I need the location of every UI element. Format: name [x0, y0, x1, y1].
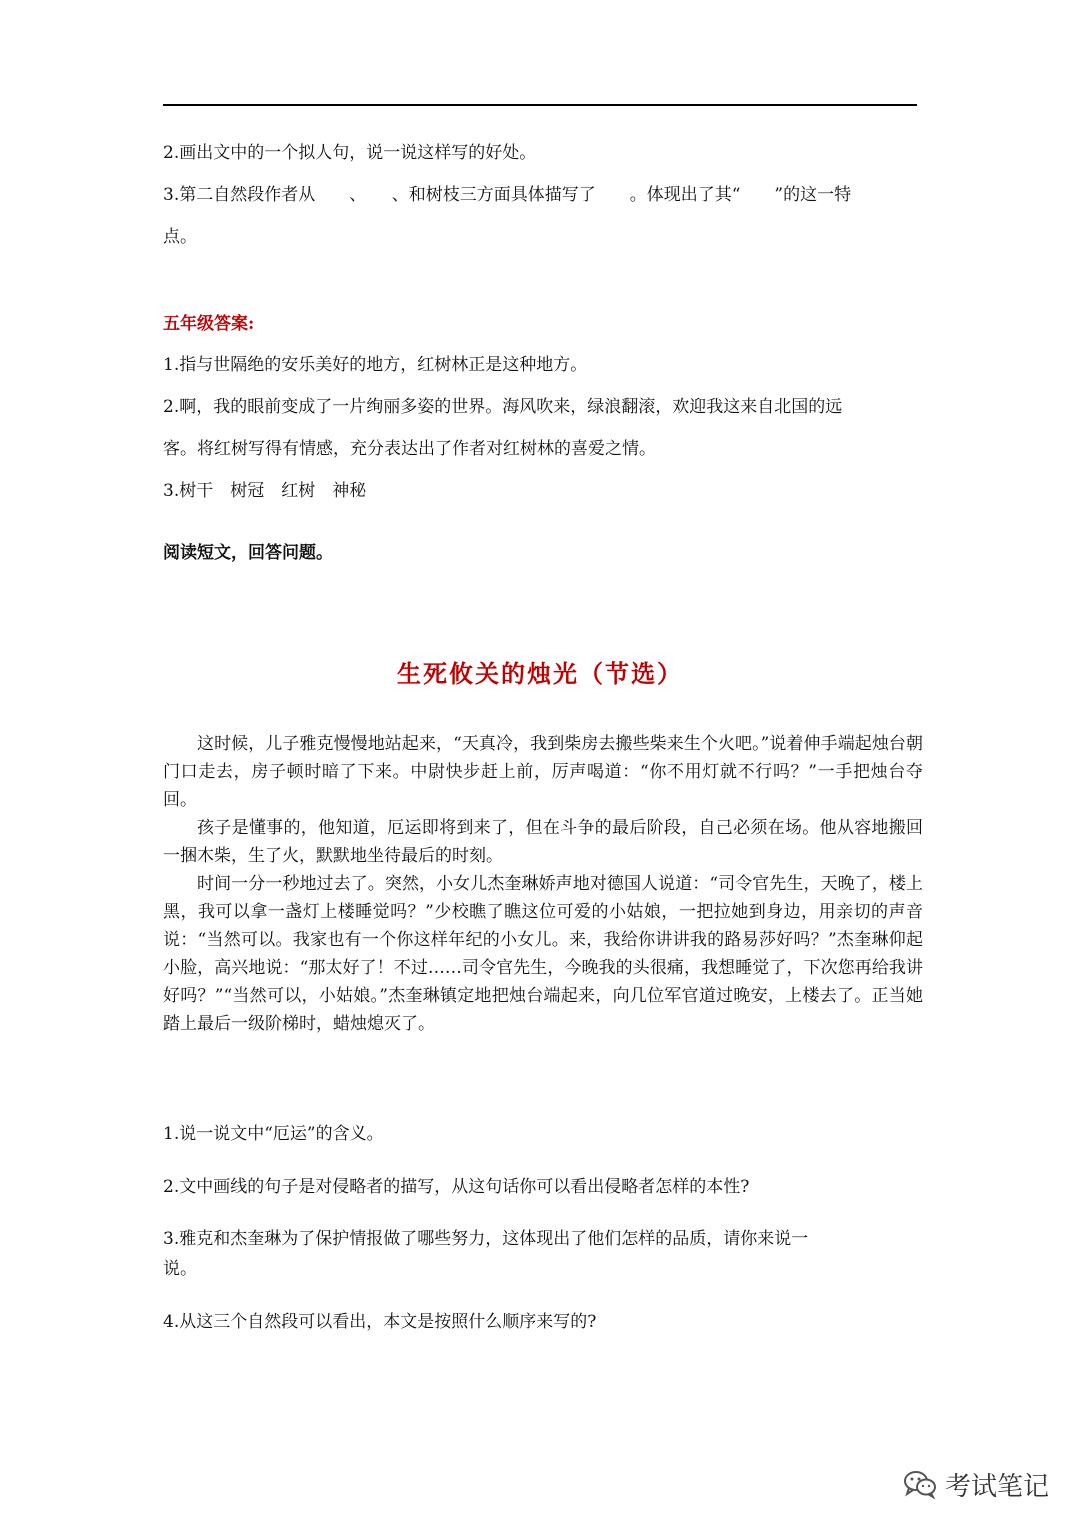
answer-2: 2.啊，我的眼前变成了一片绚丽多姿的世界。海风吹来，绿浪翻滚，欢迎我这来自北国的远	[163, 397, 843, 417]
answer-1: 1.指与世隔绝的安乐美好的地方，红树林正是这种地方。	[163, 355, 588, 375]
question-3: 3.雅克和杰奎琳为了保护情报做了哪些努力，这体现出了他们怎样的品质，请你来说一	[163, 1229, 809, 1249]
question-3-top-continued: 点。	[163, 227, 197, 247]
question-2-top: 2.画出文中的一个拟人句，说一说这样写的好处。	[163, 143, 537, 163]
answer-2-continued: 客。将红树写得有情感，充分表达出了作者对红树林的喜爱之情。	[163, 439, 656, 459]
answer-3: 3.树干 树冠 红树 神秘	[163, 481, 367, 501]
watermark-text: 考试笔记	[945, 1471, 1050, 1502]
question-3-continued: 说。	[163, 1259, 197, 1279]
question-1: 1.说一说文中“厄运”的含义。	[163, 1124, 384, 1144]
question-4: 4.从这三个自然段可以看出，本文是按照什么顺序来写的?	[163, 1312, 597, 1332]
reading-instruction: 阅读短文，回答问题。	[163, 543, 333, 563]
header-rule	[163, 104, 917, 106]
article-paragraph-2: 孩子是懂事的，他知道，厄运即将到来了，但在斗争的最后阶段，自己必须在场。他从容地搬回一捆木柴，生了火，默默地坐待最后的时刻。	[163, 818, 923, 866]
question-3-top: 3.第二自然段作者从 、 、和树枝三方面具体描写了 。体现出了其“ ”的这一特	[163, 185, 852, 205]
answers-heading: 五年级答案:	[163, 314, 255, 334]
article-title: 生死攸关的烛光（节选）	[397, 659, 683, 688]
article-paragraph-3: 时间一分一秒地过去了。突然，小女儿杰奎琳娇声地对德国人说道：“司令官先生，天晚了，楼上黑，我可以拿一盏灯上楼睡觉吗？”少校瞧了瞧这位可爱的小姑娘，一把拉她到身边，用亲切的声音说：“当然可以。我家也有一个你这样年纪的小女儿。来，我给你讲讲我的路易莎好吗？”杰奎琳仰起小脸，高兴地说：“那太好了！不过……司令官先生，今晚我的头很痛，我想睡觉了，下次您再给我讲好吗？”“当然可以，小姑娘。”杰奎琳镇定地把烛台端起来，向几位军官道过晚安，上楼去了。正当她踏上最后一级阶梯时，蜡烛熄灭了。	[163, 874, 923, 1034]
watermark	[903, 1466, 1049, 1502]
article-paragraph-1: 这时候，儿子雅克慢慢地站起来，“天真冷，我到柴房去搬些柴来生个火吧。”说着伸手端起烛台朝门口走去，房子顿时暗了下来。中尉快步赶上前，厉声喝道：“你不用灯就不行吗？”一手把烛台夺回。	[163, 734, 923, 810]
wechat-icon	[903, 1469, 937, 1499]
question-2: 2.文中画线的句子是对侵略者的描写，从这句话你可以看出侵略者怎样的本性?	[163, 1177, 750, 1197]
